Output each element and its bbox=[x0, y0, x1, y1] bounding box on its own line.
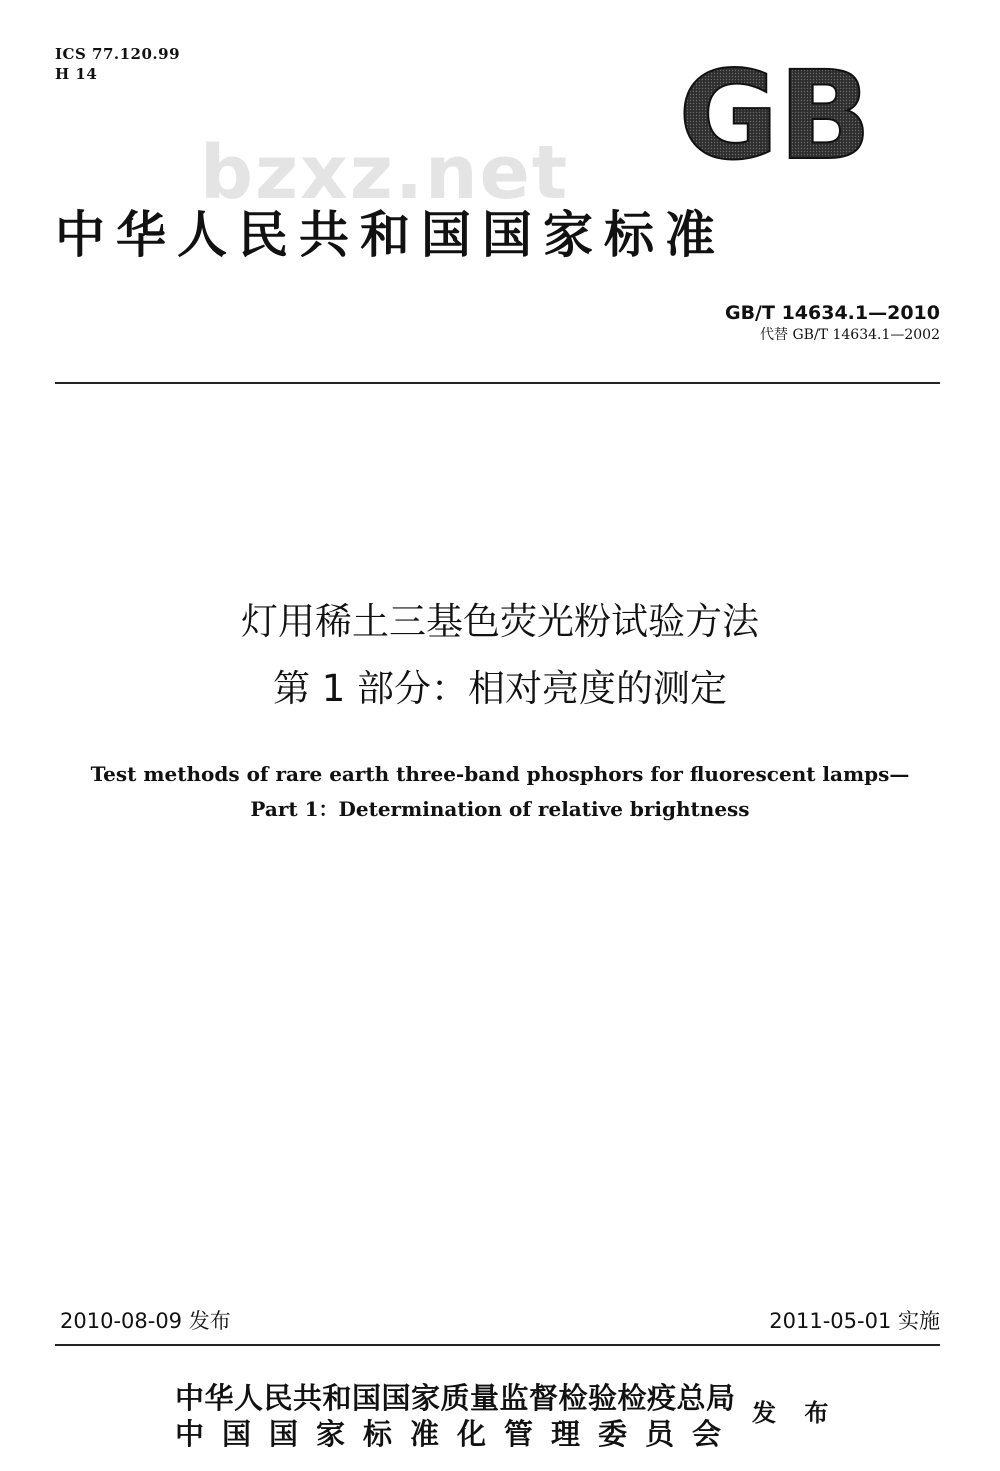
header-divider bbox=[55, 382, 940, 384]
implementation-date: 2011-05-01 实施 bbox=[769, 1309, 940, 1333]
ccs-code: H 14 bbox=[55, 65, 98, 83]
chinese-title-line-1: 灯用稀土三基色荧光粉试验方法 bbox=[241, 600, 759, 643]
standard-number-block bbox=[725, 301, 940, 345]
standard-number: GB/T 14634.1—2010 bbox=[724, 302, 940, 324]
watermark: bzxz.net bbox=[200, 130, 570, 216]
issue-date: 2010-08-09 发布 bbox=[60, 1309, 231, 1333]
english-title-line-2: Part 1：Determination of relative brightness bbox=[250, 797, 750, 821]
footer-divider bbox=[55, 1344, 940, 1346]
chinese-title-line-2: 第 1 部分：相对亮度的测定 bbox=[272, 667, 728, 710]
issued-label: 发 布 bbox=[752, 1399, 839, 1427]
english-title-line-1: Test methods of rare earth three-band phosphors for fluorescent lamps— bbox=[90, 762, 910, 786]
gb-logo-text: GB bbox=[678, 60, 872, 168]
ics-code: ICS 77.120.99 bbox=[55, 45, 181, 63]
issuer-aqsiq: 中华人民共和国国家质量监督检验检疫总局 bbox=[175, 1381, 736, 1415]
replaces-standard: 代替 GB/T 14634.1—2002 bbox=[760, 327, 940, 343]
issuer-sac: 中国国家标准化管理委员会 bbox=[175, 1417, 740, 1451]
classification-codes bbox=[55, 44, 180, 84]
national-standard-title: 中华人民共和国国家标准 bbox=[55, 206, 726, 264]
gb-logo bbox=[668, 60, 882, 168]
